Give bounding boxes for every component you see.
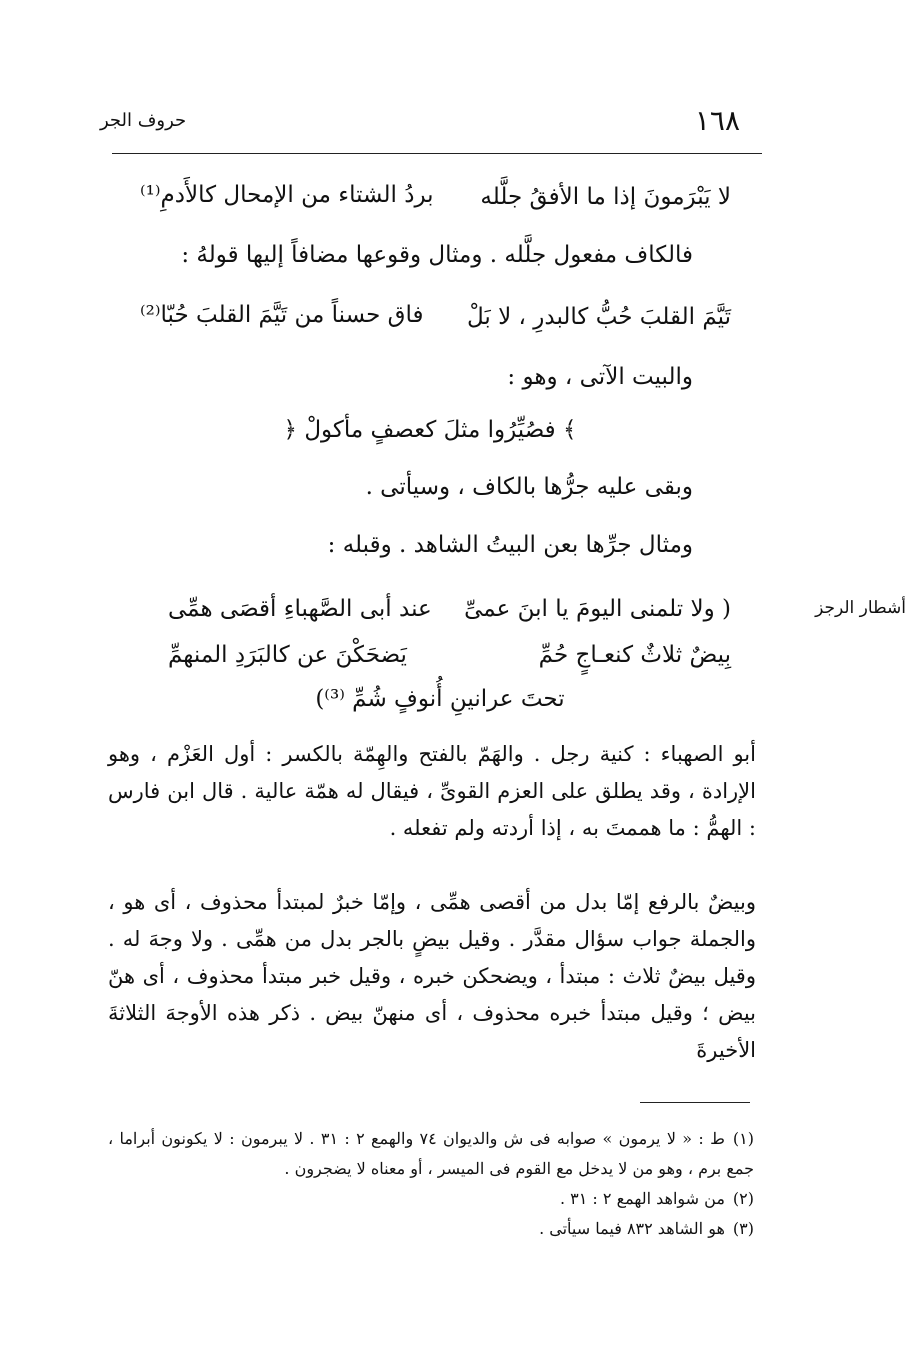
verse2-second-hemistich: فاق حسناً من تَيَّمَ القلبَ حُبّا⁽²⁾ xyxy=(140,302,424,328)
footnote-2-text: من شواهد الهمع ٢ : ٣١ . xyxy=(559,1189,725,1208)
verse1-second-hemistich: بردُ الشتاء من الإمحال كالأَدمِ⁽¹⁾ xyxy=(140,182,434,208)
footnotes xyxy=(108,1124,754,1244)
body-line-7: ومثال جرِّها بعن البيتُ الشاهد . وقبله : xyxy=(327,532,693,558)
rajaz3-line: تحتَ عرانينِ أُنوفٍ شُمِّ ⁽³⁾) xyxy=(315,686,565,712)
footnote-1-text: ط : « لا يرمون » صوابه فى ش والديوان ٧٤ والهمع ٢ : ٣١ . لا يبرمون : لا يكونون أبراما ، جمع برم ، وهو من لا يدخل مع القوم فى الميسر ، أو معناه لا يضجرون . xyxy=(108,1129,754,1178)
running-title: حروف الجر xyxy=(100,110,187,131)
footnote-1-number: (١) xyxy=(732,1129,755,1148)
rajaz2-second-hemistich: يَضحَكْنَ عن كالبَرَدِ المنهمِّ xyxy=(168,642,407,668)
verse1-first-hemistich: لا يَبْرَمونَ إذا ما الأفقُ جلَّله xyxy=(480,184,731,210)
body-line-6: وبقى عليه جرُّها بالكاف ، وسيأتى . xyxy=(365,474,693,500)
footnote-3-number: (٣) xyxy=(732,1219,754,1238)
footnote-3 xyxy=(108,1214,754,1244)
paragraph-1-text: أبو الصهباء : كنية رجل . والهَمّ بالفتح والهِمّة بالكسر : أول العَزْم ، وهو الإرادة ، وقد يطلق على العزم القوىِّ ، فيقال له همّة عالية . قال ابن فارس : الهمُّ : ما هممتَ به ، إذا أردته ولم تفعله . xyxy=(108,742,756,840)
rajaz1-first-hemistich: ( ولا تلمنى اليومَ يا ابنَ عمىِّ xyxy=(464,596,731,622)
paragraph-2-text: وبيضٌ بالرفع إمّا بدل من أقصى همِّى ، وإمّا خبرٌ لمبتدأ محذوف ، أى هو ، والجملة جواب سؤال مقدَّر . وقيل بيضٍ بالجر بدل من همِّى . ولا وجهَ له . وقيل بيضٌ ثلاث : مبتدأ ، ويضحكن خبره ، وقيل خبر مبتدأ محذوف ، أى هنّ بيض ؛ وقيل مبتدأ خبره محذوف ، أى منهنّ بيض . ذكر هذه الأوجهَ الثلاثةَ الأخيرةَ xyxy=(108,890,756,1062)
body-line-4: والبيت الآتى ، وهو : xyxy=(507,364,693,390)
footnote-3-text: هو الشاهد ٨٣٢ فيما سيأتى . xyxy=(539,1219,725,1238)
rajaz1-second-hemistich: عند أبى الصَّهباءِ أقصَى همِّى xyxy=(168,596,432,622)
page-number: ١٦٨ xyxy=(694,104,740,137)
footnote-2-number: (٢) xyxy=(732,1189,754,1208)
paragraph-2 xyxy=(108,884,756,1069)
paragraph-1 xyxy=(108,736,756,847)
footnote-2 xyxy=(108,1184,754,1214)
rajaz2-first-hemistich: بِيضٌ ثلاثٌ كنعـاجٍ حُمِّ xyxy=(538,642,731,668)
margin-note: أشطار الرجز xyxy=(815,598,906,618)
verse2-first-hemistich: تَيَّمَ القلبَ حُبُّ كالبدرِ ، لا بَلْ xyxy=(467,304,731,330)
body-line-2: فالكاف مفعول جلَّله . ومثال وقوعها مضافاً إليها قولهُ : xyxy=(181,242,693,268)
footnote-rule xyxy=(640,1102,750,1103)
footnote-1 xyxy=(108,1124,754,1184)
header-rule xyxy=(112,153,762,154)
verse-fragment: ﴾ فصُيِّرُوا مثلَ كعصفٍ مأكولْ ﴿ xyxy=(283,417,577,443)
